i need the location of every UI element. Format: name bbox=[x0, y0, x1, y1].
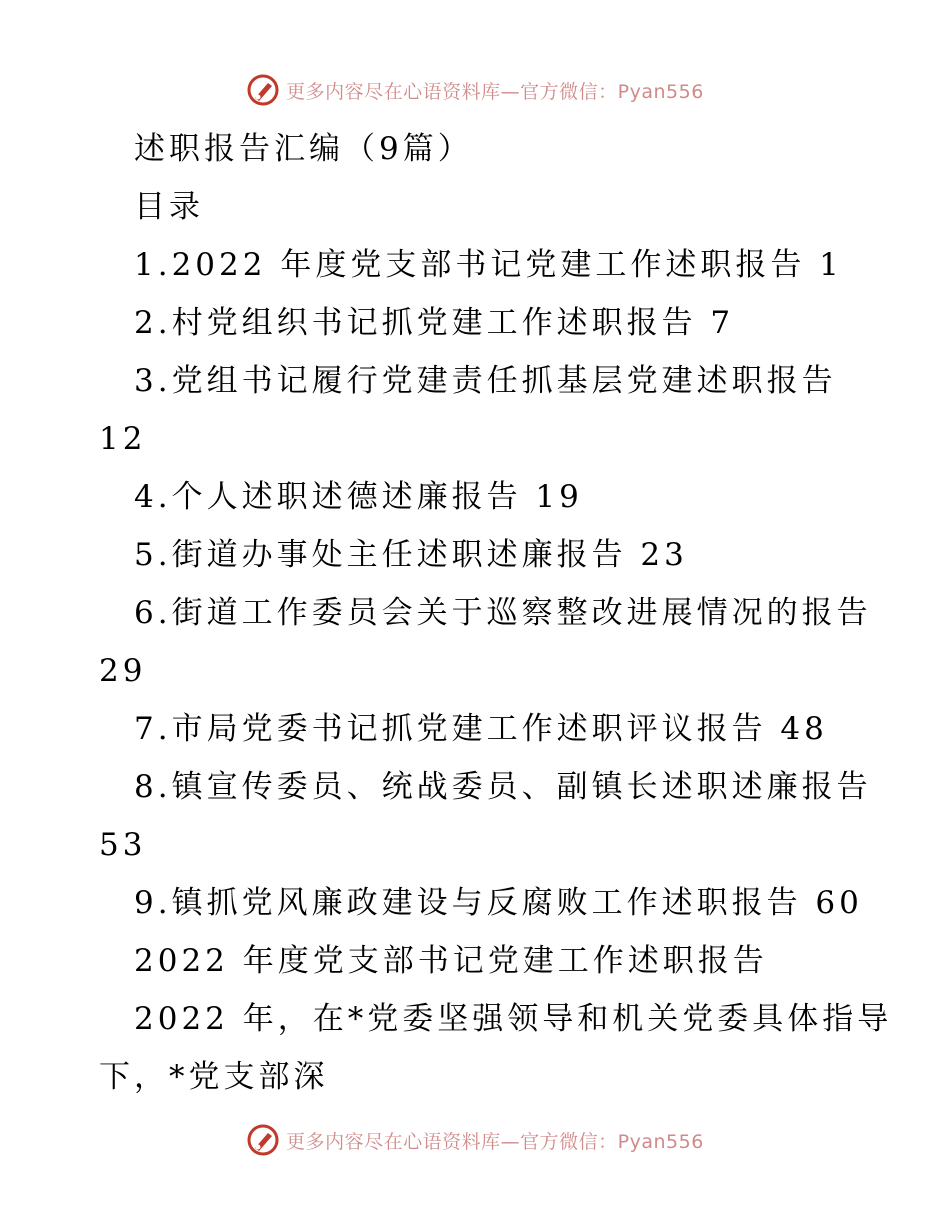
toc-entry-6-page: 29 bbox=[99, 653, 147, 689]
pen-logo-icon bbox=[246, 73, 280, 107]
body-paragraph-line-2: 下，*党支部深 bbox=[99, 1059, 329, 1095]
watermark-text: 更多内容尽在心语资料库—官方微信：Pyan556 bbox=[286, 80, 704, 103]
watermark-header bbox=[0, 70, 950, 110]
toc-entry-1: 1.2022 年度党支部书记党建工作述职报告 1 bbox=[134, 247, 843, 283]
toc-entry-8-page: 53 bbox=[99, 827, 147, 863]
toc-entry-7: 7.市局党委书记抓党建工作述职评议报告 48 bbox=[134, 711, 828, 747]
watermark-text: 更多内容尽在心语资料库—官方微信：Pyan556 bbox=[286, 1130, 704, 1153]
watermark-footer bbox=[0, 1120, 950, 1160]
toc-entry-2: 2.村党组织书记抓党建工作述职报告 7 bbox=[134, 305, 735, 341]
toc-entry-3: 3.党组书记履行党建责任抓基层党建述职报告 bbox=[134, 363, 837, 399]
toc-entry-3-page: 12 bbox=[99, 421, 147, 457]
toc-entry-6: 6.街道工作委员会关于巡察整改进展情况的报告 bbox=[134, 595, 872, 631]
section-heading: 2022 年度党支部书记党建工作述职报告 bbox=[134, 943, 768, 979]
document-title: 述职报告汇编（9篇） bbox=[134, 131, 473, 167]
body-paragraph-line-1: 2022 年，在*党委坚强领导和机关党委具体指导 bbox=[134, 1001, 893, 1037]
pen-logo-icon bbox=[246, 1123, 280, 1157]
toc-entry-9: 9.镇抓党风廉政建设与反腐败工作述职报告 60 bbox=[134, 885, 863, 921]
toc-entry-4: 4.个人述职述德述廉报告 19 bbox=[134, 479, 583, 515]
document-body bbox=[0, 120, 950, 1106]
toc-heading: 目录 bbox=[134, 189, 204, 225]
toc-entry-8: 8.镇宣传委员、统战委员、副镇长述职述廉报告 bbox=[134, 769, 872, 805]
toc-entry-5: 5.街道办事处主任述职述廉报告 23 bbox=[134, 537, 688, 573]
